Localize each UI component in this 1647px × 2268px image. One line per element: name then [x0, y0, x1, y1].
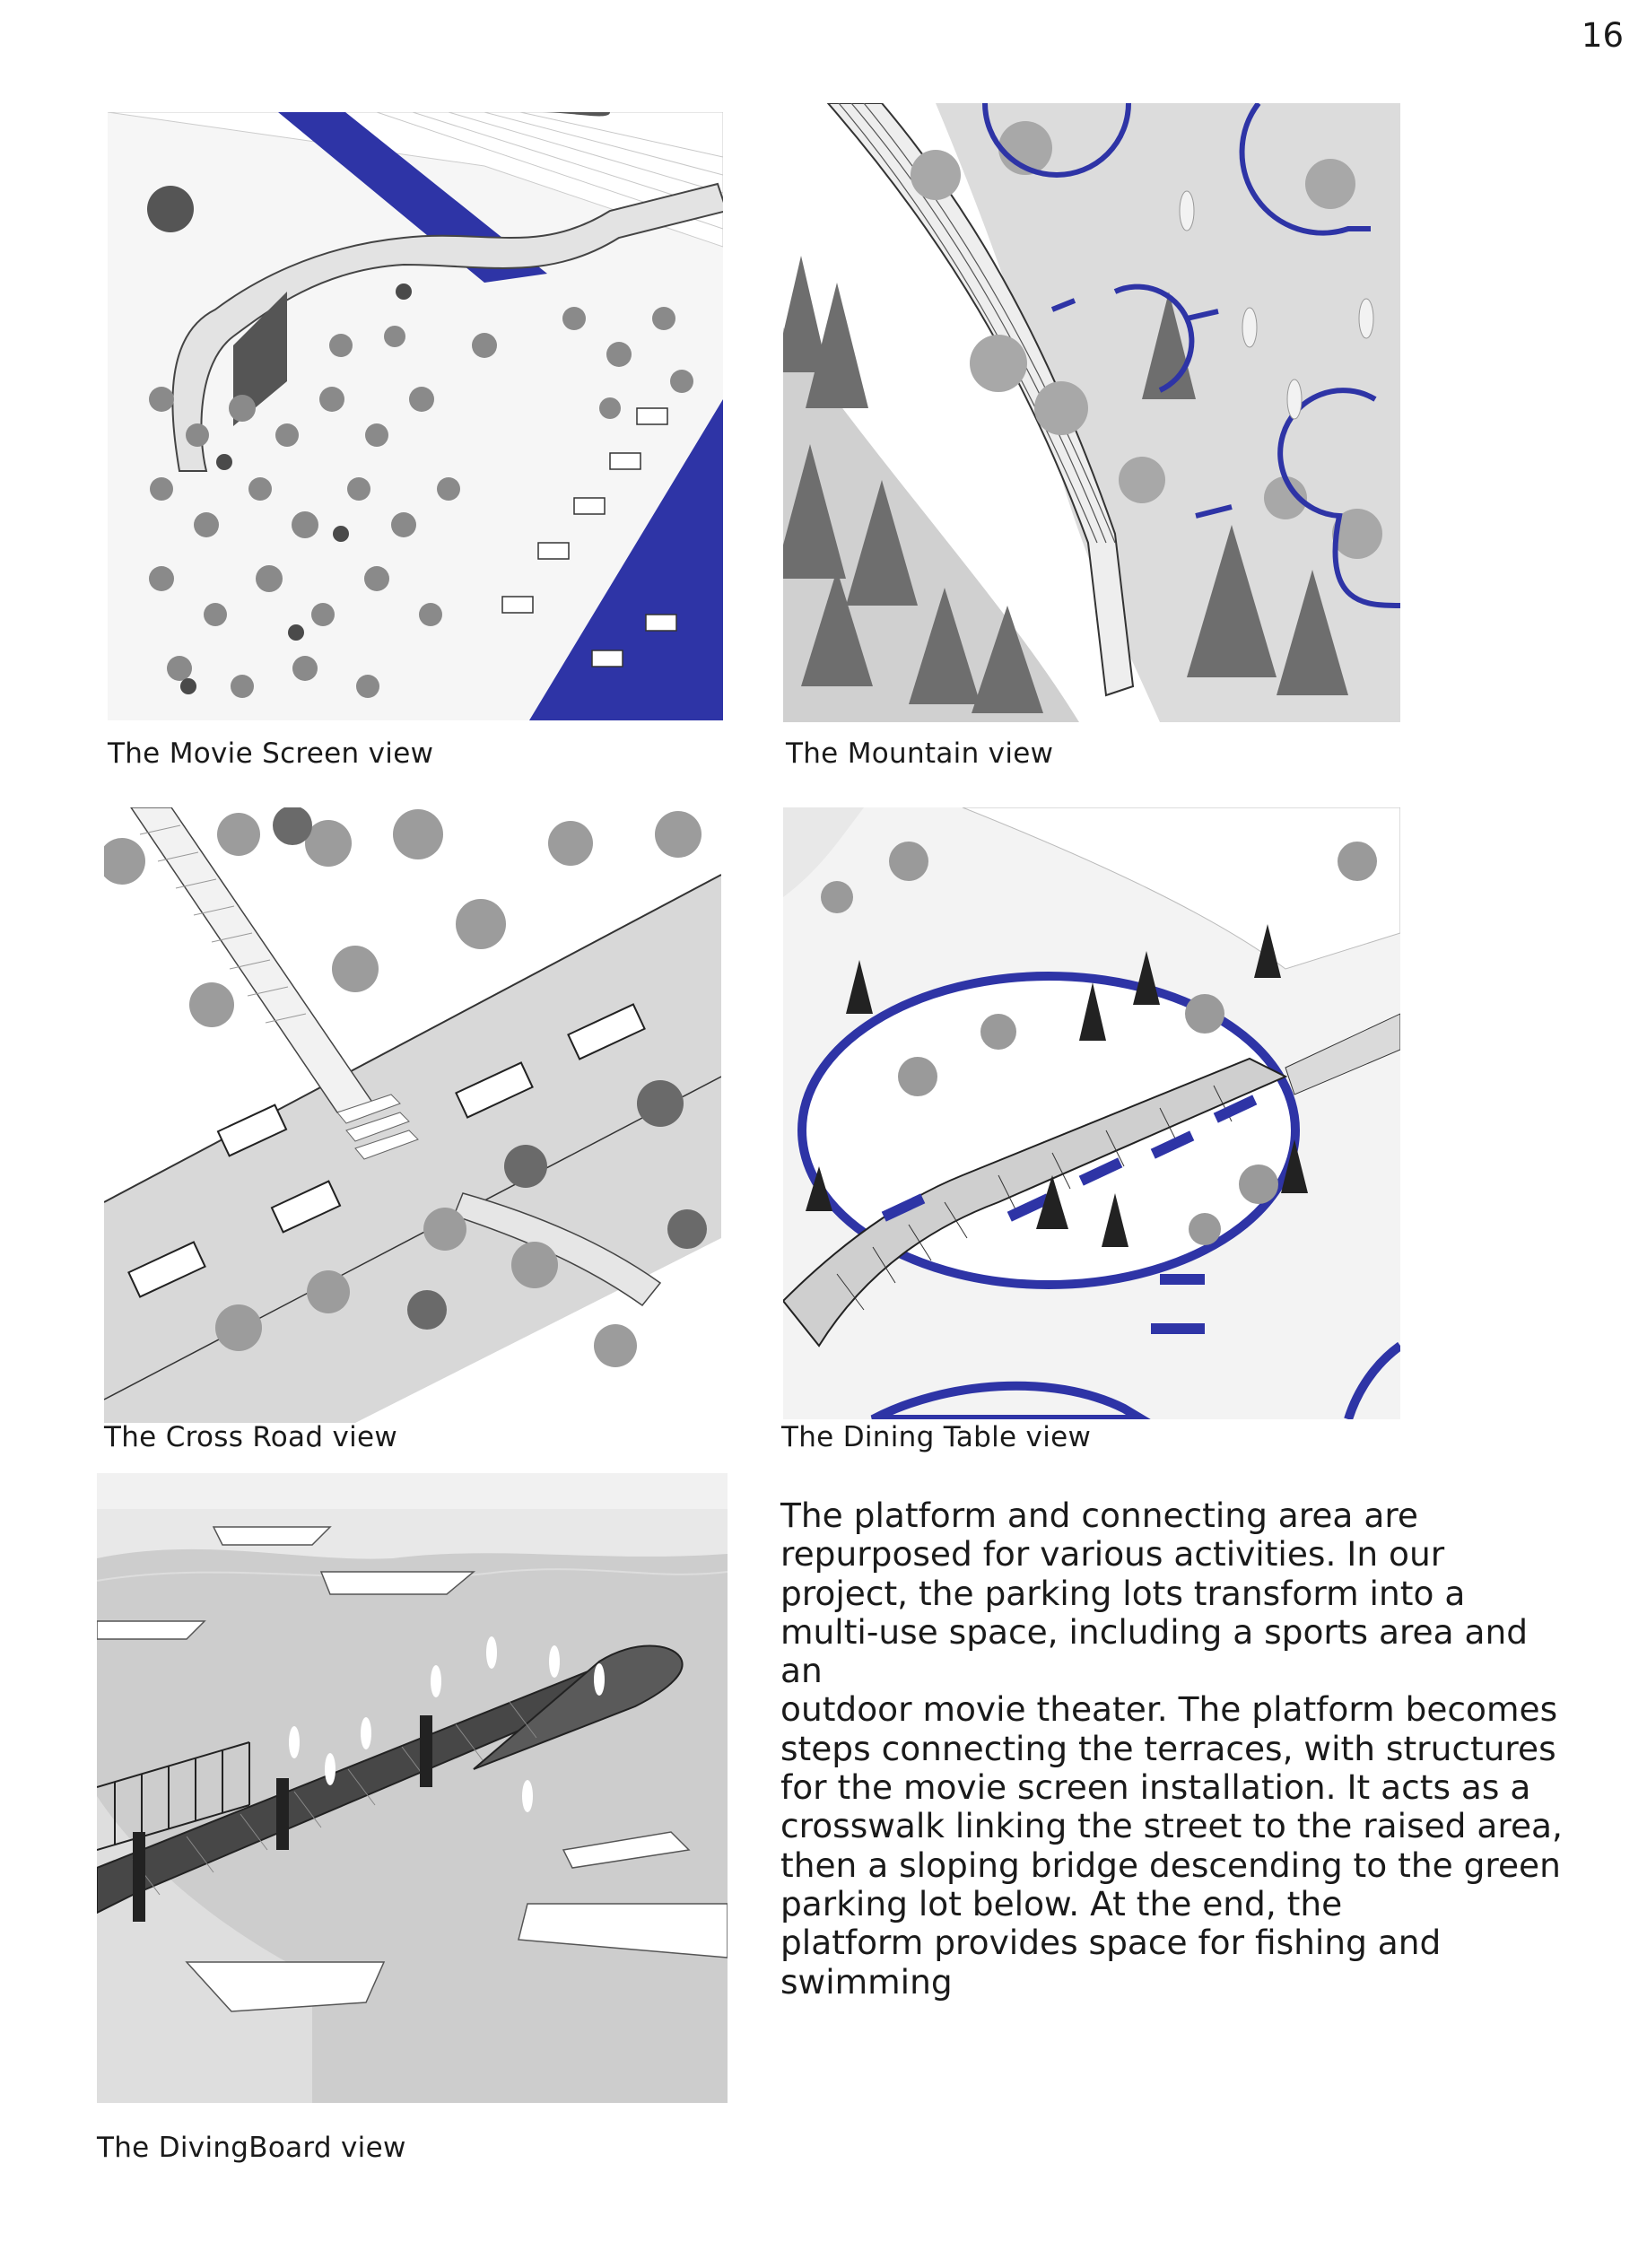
page-number: 16 [1581, 16, 1624, 55]
body-line: steps connecting the terraces, with structures [780, 1728, 1556, 1768]
body-line: project, the parking lots transform into a [780, 1573, 1466, 1613]
diving-board-caption: The DivingBoard view [97, 2132, 406, 2164]
dining-table-caption: The Dining Table view [781, 1421, 1092, 1453]
mountain-caption: The Mountain view [786, 737, 1054, 770]
cross-road-illustration [104, 807, 721, 1423]
body-line: The platform and connecting area are [780, 1496, 1418, 1535]
body-paragraph [780, 1496, 1570, 2002]
body-line: swimming [780, 1961, 953, 2002]
body-line: then a sloping bridge descending to the green [780, 1845, 1561, 1885]
body-line: for the movie screen installation. It acts as a [780, 1767, 1531, 1808]
diving-board-illustration [97, 1473, 728, 2103]
body-line: parking lot below. At the end, the [780, 1883, 1343, 1923]
body-line: platform provides space for fishing and [780, 1923, 1442, 1963]
mountain-illustration [783, 103, 1400, 722]
movie-screen-caption: The Movie Screen view [108, 737, 434, 770]
body-line: outdoor movie theater. The platform becomes [780, 1689, 1558, 1730]
movie-screen-illustration [108, 112, 723, 720]
body-line: repurposed for various activities. In our [780, 1534, 1445, 1575]
dining-table-illustration [783, 807, 1400, 1419]
cross-road-caption: The Cross Road view [104, 1421, 398, 1453]
body-line: multi-use space, including a sports area and an [780, 1611, 1529, 1691]
body-line: crosswalk linking the street to the raised area, [780, 1806, 1563, 1846]
